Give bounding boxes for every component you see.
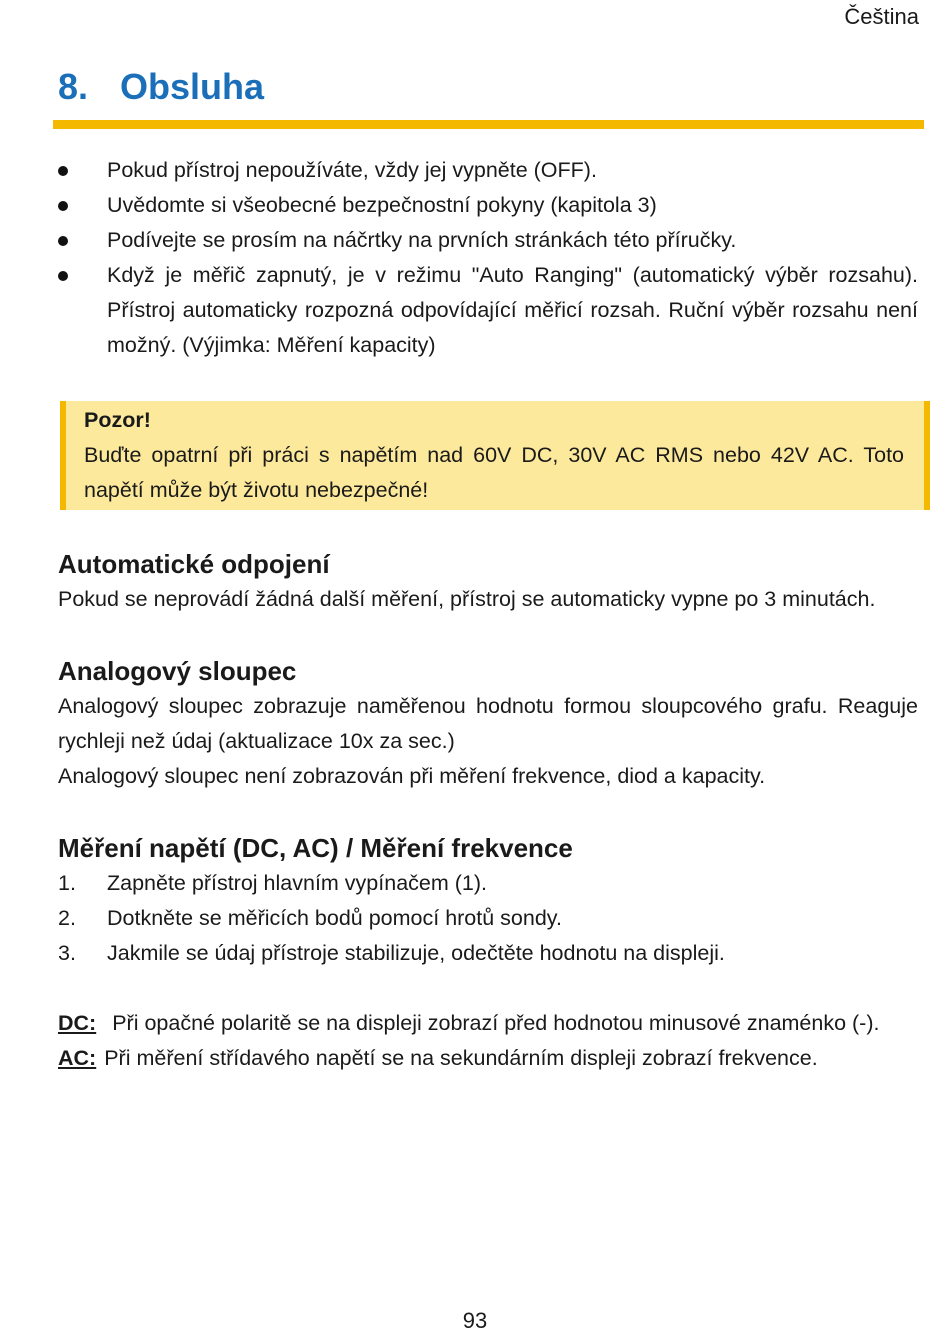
bullet-icon: [58, 271, 68, 281]
analog-text-1: Analogový sloupec zobrazuje naměřenou hodnotu formou sloupcového grafu. Reaguje rychleji než údaj (aktualizace 10x za sec.): [58, 694, 918, 753]
bullet-text: Podívejte se prosím na náčrtky na prvních stránkách této příručky.: [107, 228, 737, 252]
warning-text: Buďte opatrní při práci s napětím nad 60V DC, 30V AC RMS nebo 42V AC. Toto napětí může být životu nebezpečné!: [84, 443, 904, 502]
list-item: [58, 901, 918, 936]
ac-label: AC:: [58, 1046, 97, 1070]
dc-text: Při opačné polaritě se na displeji zobrazí před hodnotou minusové znaménko (-).: [112, 1011, 880, 1035]
steps-list: [58, 866, 918, 971]
list-item: [58, 153, 918, 188]
bullet-icon: [58, 201, 68, 211]
bullet-text: Pokud přístroj nepoužíváte, vždy jej vypněte (OFF).: [107, 158, 597, 182]
section-heading-auto-off: Automatické odpojení: [58, 549, 330, 579]
ac-text: Při měření střídavého napětí se na sekundárním displeji zobrazí frekvence.: [104, 1046, 818, 1070]
bullet-text: Uvědomte si všeobecné bezpečnostní pokyny (kapitola 3): [107, 193, 657, 217]
step-number: 2.: [58, 906, 76, 930]
chapter-heading: [58, 66, 264, 108]
section-heading-analog: Analogový sloupec: [58, 656, 297, 686]
step-text: Dotkněte se měřicích bodů pomocí hrotů sondy.: [107, 906, 562, 930]
page-number: 93: [462, 1308, 488, 1333]
step-number: 1.: [58, 871, 76, 895]
bullet-text: Když je měřič zapnutý, je v režimu "Auto Ranging" (automatický výběr rozsahu). Přístroj automaticky rozpozná odpovídající měřicí rozsah. Ruční výběr rozsahu není možný. (Výjimka: Měření kapacity): [107, 263, 918, 357]
step-text: Zapněte přístroj hlavním vypínačem (1).: [107, 871, 487, 895]
auto-off-text: Pokud se neprovádí žádná další měření, přístroj se automaticky vypne po 3 minutách.: [58, 587, 876, 611]
dc-ac-notes: [58, 1006, 918, 1076]
dc-note: [58, 1006, 918, 1041]
chapter-number: 8.: [58, 66, 89, 107]
page-content: [58, 153, 918, 1076]
step-number: 3.: [58, 941, 76, 965]
chapter-title: Obsluha: [120, 66, 265, 107]
language-label: Čeština: [844, 4, 919, 29]
list-item: [58, 866, 918, 901]
analog-text-2: Analogový sloupec není zobrazován při měření frekvence, diod a kapacity.: [58, 764, 766, 788]
list-item: [58, 223, 918, 258]
warning-box: [60, 401, 930, 510]
bullet-icon: [58, 166, 68, 176]
heading-rule: [53, 120, 924, 129]
dc-label: DC:: [58, 1011, 97, 1035]
ac-note: [58, 1041, 918, 1076]
warning-title: Pozor!: [84, 408, 151, 432]
section-heading-voltage: Měření napětí (DC, AC) / Měření frekvence: [58, 833, 573, 863]
list-item: [58, 258, 918, 363]
step-text: Jakmile se údaj přístroje stabilizuje, odečtěte hodnotu na displeji.: [107, 941, 725, 965]
list-item: [58, 188, 918, 223]
bullet-list: [58, 153, 918, 363]
bullet-icon: [58, 236, 68, 246]
list-item: [58, 936, 918, 971]
